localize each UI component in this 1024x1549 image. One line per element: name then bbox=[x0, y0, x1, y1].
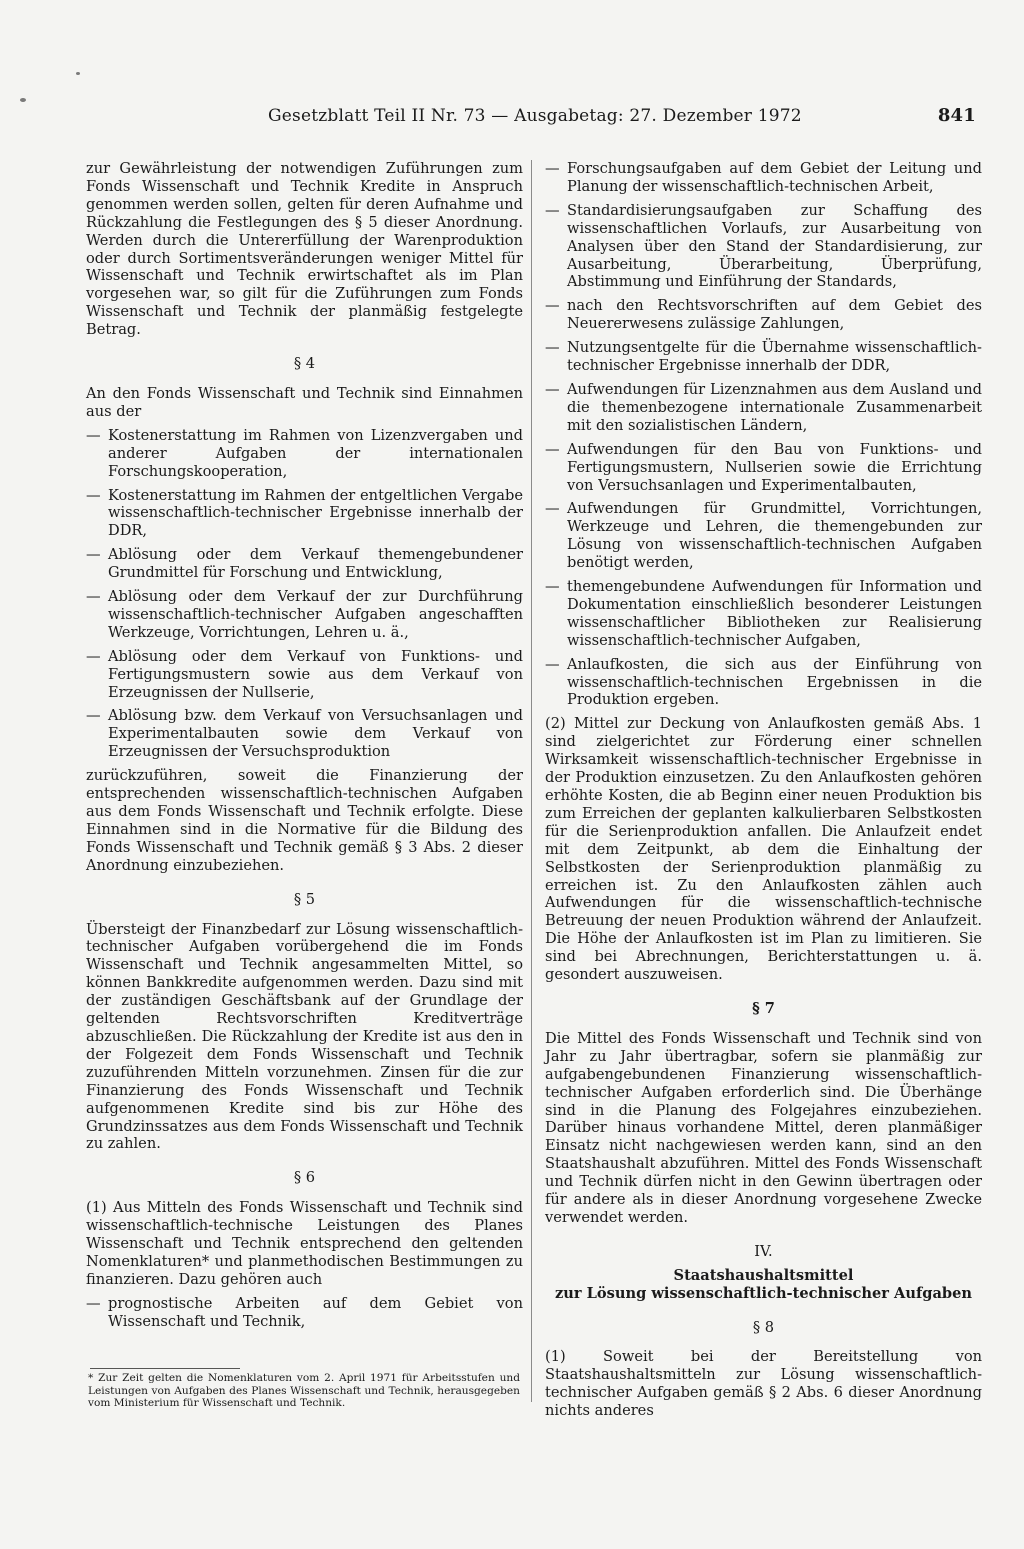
list-item bbox=[545, 381, 982, 435]
part-iv-heading-line-1: Staatshaushaltsmittel bbox=[673, 1266, 854, 1284]
list-item-text: Kostenerstattung im Rahmen von Lizenzvergaben und anderer Aufgaben der internationalen Forschungskooperation, bbox=[108, 426, 523, 480]
list-item-text: nach den Rechtsvorschriften auf dem Gebiet des Neuererwesens zulässige Zahlungen, bbox=[567, 297, 982, 333]
list-item-text: Ablösung oder dem Verkauf der zur Durchführung wissenschaftlich-technischer Aufgaben angeschafften Werkzeuge, Vorrichtungen, Lehren u. ä., bbox=[108, 588, 523, 641]
scan-speck bbox=[76, 72, 80, 75]
dash-mark: — bbox=[545, 297, 560, 315]
section-4-outro: zurückzuführen, soweit die Finanzierung der entsprechenden wissenschaftlich-technischen Aufgaben aus dem Fonds Wissenschaft und Technik erfolgte. Diese Einnahmen sind in die Normative für die Bildung des Fonds Wissenschaft und Technik gemäß § 3 Abs. 2 dieser Anordnung einzubeziehen. bbox=[86, 767, 523, 874]
list-item-text: prognostische Arbeiten auf dem Gebiet von Wissenschaft und Technik, bbox=[108, 1294, 523, 1330]
section-5-text: Übersteigt der Finanzbedarf zur Lösung wissenschaftlich-technischer Aufgaben vorübergehend die im Fonds Wissenschaft und Technik angesammelten Mittel, so können Bankkredite aufgenommen werden. Dazu sind mit der zuständigen Geschäftsbank auf der Grundlage der geltenden Rechtsvorschriften Kreditverträge abzuschließen. Die Rückzahlung der Kredite ist aus den in der Folgezeit dem Fonds Wissenschaft und Technik zuzuführenden Mitteln vorzunehmen. Zinsen für die zur Finanzierung des Fonds Wissenschaft und Technik aufgenommenen Kredite sind bis zur Höhe des Grundzinssatzes aus dem Fonds Wissenschaft und Technik zu zahlen. bbox=[86, 920, 523, 1153]
intro-paragraph: zur Gewährleistung der notwendigen Zuführungen zum Fonds Wissenschaft und Technik Kredite in Anspruch genommen werden sollen, gelten für deren Aufnahme und Rückzahlung die Festlegungen des § 5 dieser Anordnung. Werden durch die Untererfüllung der Warenproduktion oder durch Sortimentsveränderungen weniger Mittel für Wissenschaft und Technik erwirtschaftet als im Plan vorgesehen war, so gilt für die Zuführungen zum Fonds Wissenschaft und Technik der planmäßig festgelegte Betrag. bbox=[86, 160, 523, 339]
list-item bbox=[545, 578, 982, 650]
list-item-text: Forschungsaufgaben auf dem Gebiet der Leitung und Planung der wissenschaftlich-technischen Arbeit, bbox=[567, 160, 982, 195]
dash-mark: — bbox=[86, 707, 101, 725]
dash-mark: — bbox=[545, 500, 560, 518]
part-iv-heading-line-2: zur Lösung wissenschaftlich-technischer Aufgaben bbox=[554, 1284, 973, 1302]
section-6-text: (1) Aus Mitteln des Fonds Wissenschaft und Technik sind wissenschaftlich-technische Leistungen des Planes Wissenschaft und Technik entsprechend den geltenden Nomenklaturen* und planmethodischen Bestimmungen zu finanzieren. Dazu gehören auch bbox=[86, 1199, 523, 1288]
section-6-list-continued bbox=[545, 160, 982, 709]
list-item-text: Ablösung oder dem Verkauf themengebundener Grundmittel für Forschung und Entwicklung, bbox=[108, 546, 523, 582]
section-6-list bbox=[86, 1295, 523, 1331]
list-item bbox=[545, 441, 982, 495]
section-4-list bbox=[86, 427, 523, 761]
right-column bbox=[545, 160, 982, 1426]
footnote: * Zur Zeit gelten die Nomenklaturen vom 2. April 1971 für Arbeitsstufen und Leistungen von Aufgaben des Planes Wissenschaft und Technik, herausgegeben vom Ministerium für Wissenschaft und Technik. bbox=[88, 1372, 520, 1410]
page-number: 841 bbox=[937, 105, 976, 126]
dash-mark: — bbox=[86, 588, 101, 606]
list-item bbox=[86, 487, 523, 541]
list-item bbox=[545, 339, 982, 375]
list-item bbox=[86, 707, 523, 761]
list-item bbox=[86, 427, 523, 481]
section-6-title: § 6 bbox=[293, 1169, 316, 1187]
section-6-paragraph-2: (2) Mittel zur Deckung von Anlaufkosten gemäß Abs. 1 sind zielgerichtet zur Förderung einer schnellen Wirksamkeit wissenschaftlich-technischer Ergebnisse in der Produktion einzusetzen. Zu den Anlaufkosten gehören erhöhte Kosten, die ab Beginn einer neuen Produktion bis zum Erreichen der geplanten kalkulierbaren Selbstkosten für die Serienproduktion anfallen. Die Anlaufzeit endet mit dem Zeitpunkt, ab dem die Einhaltung der Selbstkosten der Serienproduktion planmäßig zu erreichen ist. Zu den Anlaufkosten zählen auch Aufwendungen für die wissenschaftlich-technische Betreuung der neuen Produktion während der Anlaufzeit. Die Höhe der Anlaufkosten ist im Plan zu limitieren. Sie sind bei Abrechnungen, Berichterstattungen u. ä. gesondert auszuweisen. bbox=[545, 715, 982, 984]
dash-mark: — bbox=[545, 339, 560, 357]
left-column bbox=[86, 160, 523, 1337]
section-5-title: § 5 bbox=[293, 890, 316, 908]
section-8-text: (1) Soweit bei der Bereitstellung von Staatshaushaltsmitteln zur Lösung wissenschaftlich-technischer Aufgaben gemäß § 2 Abs. 6 dieser Anordnung nichts anderes bbox=[545, 1348, 982, 1420]
page-header bbox=[268, 106, 980, 130]
list-item-text: Nutzungsentgelte für die Übernahme wissenschaftlich-technischer Ergebnisse innerhalb der DDR, bbox=[567, 339, 982, 375]
list-item bbox=[86, 546, 523, 582]
section-4-title: § 4 bbox=[293, 355, 316, 373]
footnote-rule bbox=[90, 1368, 240, 1369]
list-item-text: Aufwendungen für Grundmittel, Vorrichtungen, Werkzeuge und Lehren, die themengebunden zur Lösung von wissenschaftlich-technischen Aufgaben benötigt werden, bbox=[567, 500, 982, 572]
list-item bbox=[545, 160, 982, 196]
dash-mark: — bbox=[545, 201, 560, 219]
list-item-text: Standardisierungsaufgaben zur Schaffung des wissenschaftlichen Vorlaufs, zur Ausarbeitung von Analysen über den Stand der Standardisierung, zur Ausarbeitung, Überarbeitung, Überprüfung, Abstimmung und Einführung der Standards, bbox=[567, 201, 982, 291]
section-7-text: Die Mittel des Fonds Wissenschaft und Technik sind von Jahr zu Jahr übertragbar, sofern sie planmäßig zur aufgabengebundenen Finanzierung wissenschaftlich-technischer Aufgaben erforderlich sind. Die Überhänge sind in die Planung des Folgejahres einzubeziehen. Darüber hinaus vorhandene Mittel, deren planmäßiger Einsatz nicht nachgewiesen werden kann, sind an den Staatshaushalt abzuführen. Mittel des Fonds Wissenschaft und Technik dürfen nicht in den Gewinn übertragen oder für andere als in dieser Anordnung vorgesehene Zwecke verwendet werden. bbox=[545, 1029, 982, 1226]
list-item-text: Kostenerstattung im Rahmen der entgeltlichen Vergabe wissenschaftlich-technischer Ergebnisse innerhalb der DDR, bbox=[108, 486, 523, 540]
dash-mark: — bbox=[545, 160, 560, 177]
list-item bbox=[545, 202, 982, 292]
list-item bbox=[545, 297, 982, 333]
list-item bbox=[86, 1295, 523, 1331]
dash-mark: — bbox=[545, 655, 560, 673]
dash-mark: — bbox=[545, 578, 560, 596]
column-divider bbox=[531, 160, 532, 1402]
header-title: Gesetzblatt Teil II Nr. 73 — Ausgabetag: 27. Dezember 1972 bbox=[268, 106, 802, 126]
section-4-intro: An den Fonds Wissenschaft und Technik sind Einnahmen aus der bbox=[86, 384, 523, 420]
list-item bbox=[545, 656, 982, 710]
list-item-text: Ablösung bzw. dem Verkauf von Versuchsanlagen und Experimentalbauten sowie dem Verkauf von Erzeugnissen der Versuchsproduktion bbox=[108, 707, 523, 761]
list-item-text: Aufwendungen für den Bau von Funktions- und Fertigungsmustern, Nullserien sowie die Errichtung von Versuchsanlagen und Experimentalbauten, bbox=[567, 440, 982, 494]
dash-mark: — bbox=[86, 546, 101, 564]
dash-mark: — bbox=[86, 426, 101, 444]
part-iv-title: IV. bbox=[754, 1242, 773, 1260]
dash-mark: — bbox=[545, 440, 560, 458]
section-8-title: § 8 bbox=[752, 1318, 775, 1336]
dash-mark: — bbox=[86, 486, 101, 504]
list-item-text: Anlaufkosten, die sich aus der Einführung von wissenschaftlich-technischen Ergebnissen in die Produktion ergeben. bbox=[567, 655, 982, 709]
dash-mark: — bbox=[86, 1294, 101, 1312]
section-7-title: § 7 bbox=[752, 999, 775, 1017]
dash-mark: — bbox=[86, 647, 101, 665]
dash-mark: — bbox=[545, 380, 560, 398]
list-item bbox=[86, 648, 523, 702]
list-item-text: Aufwendungen für Lizenznahmen aus dem Ausland und die themenbezogene internationale Zusammenarbeit mit den sozialistischen Ländern, bbox=[567, 380, 982, 434]
scan-speck bbox=[20, 98, 26, 102]
list-item bbox=[545, 500, 982, 572]
list-item-text: Ablösung oder dem Verkauf von Funktions- und Fertigungsmustern sowie aus dem Verkauf von Erzeugnissen der Nullserie, bbox=[108, 647, 523, 701]
list-item bbox=[86, 588, 523, 642]
list-item-text: themengebundene Aufwendungen für Information und Dokumentation einschließlich besonderer Leistungen wissenschaftlicher Bibliotheken zur Realisierung wissenschaftlich-technischer Aufgaben, bbox=[567, 578, 982, 649]
